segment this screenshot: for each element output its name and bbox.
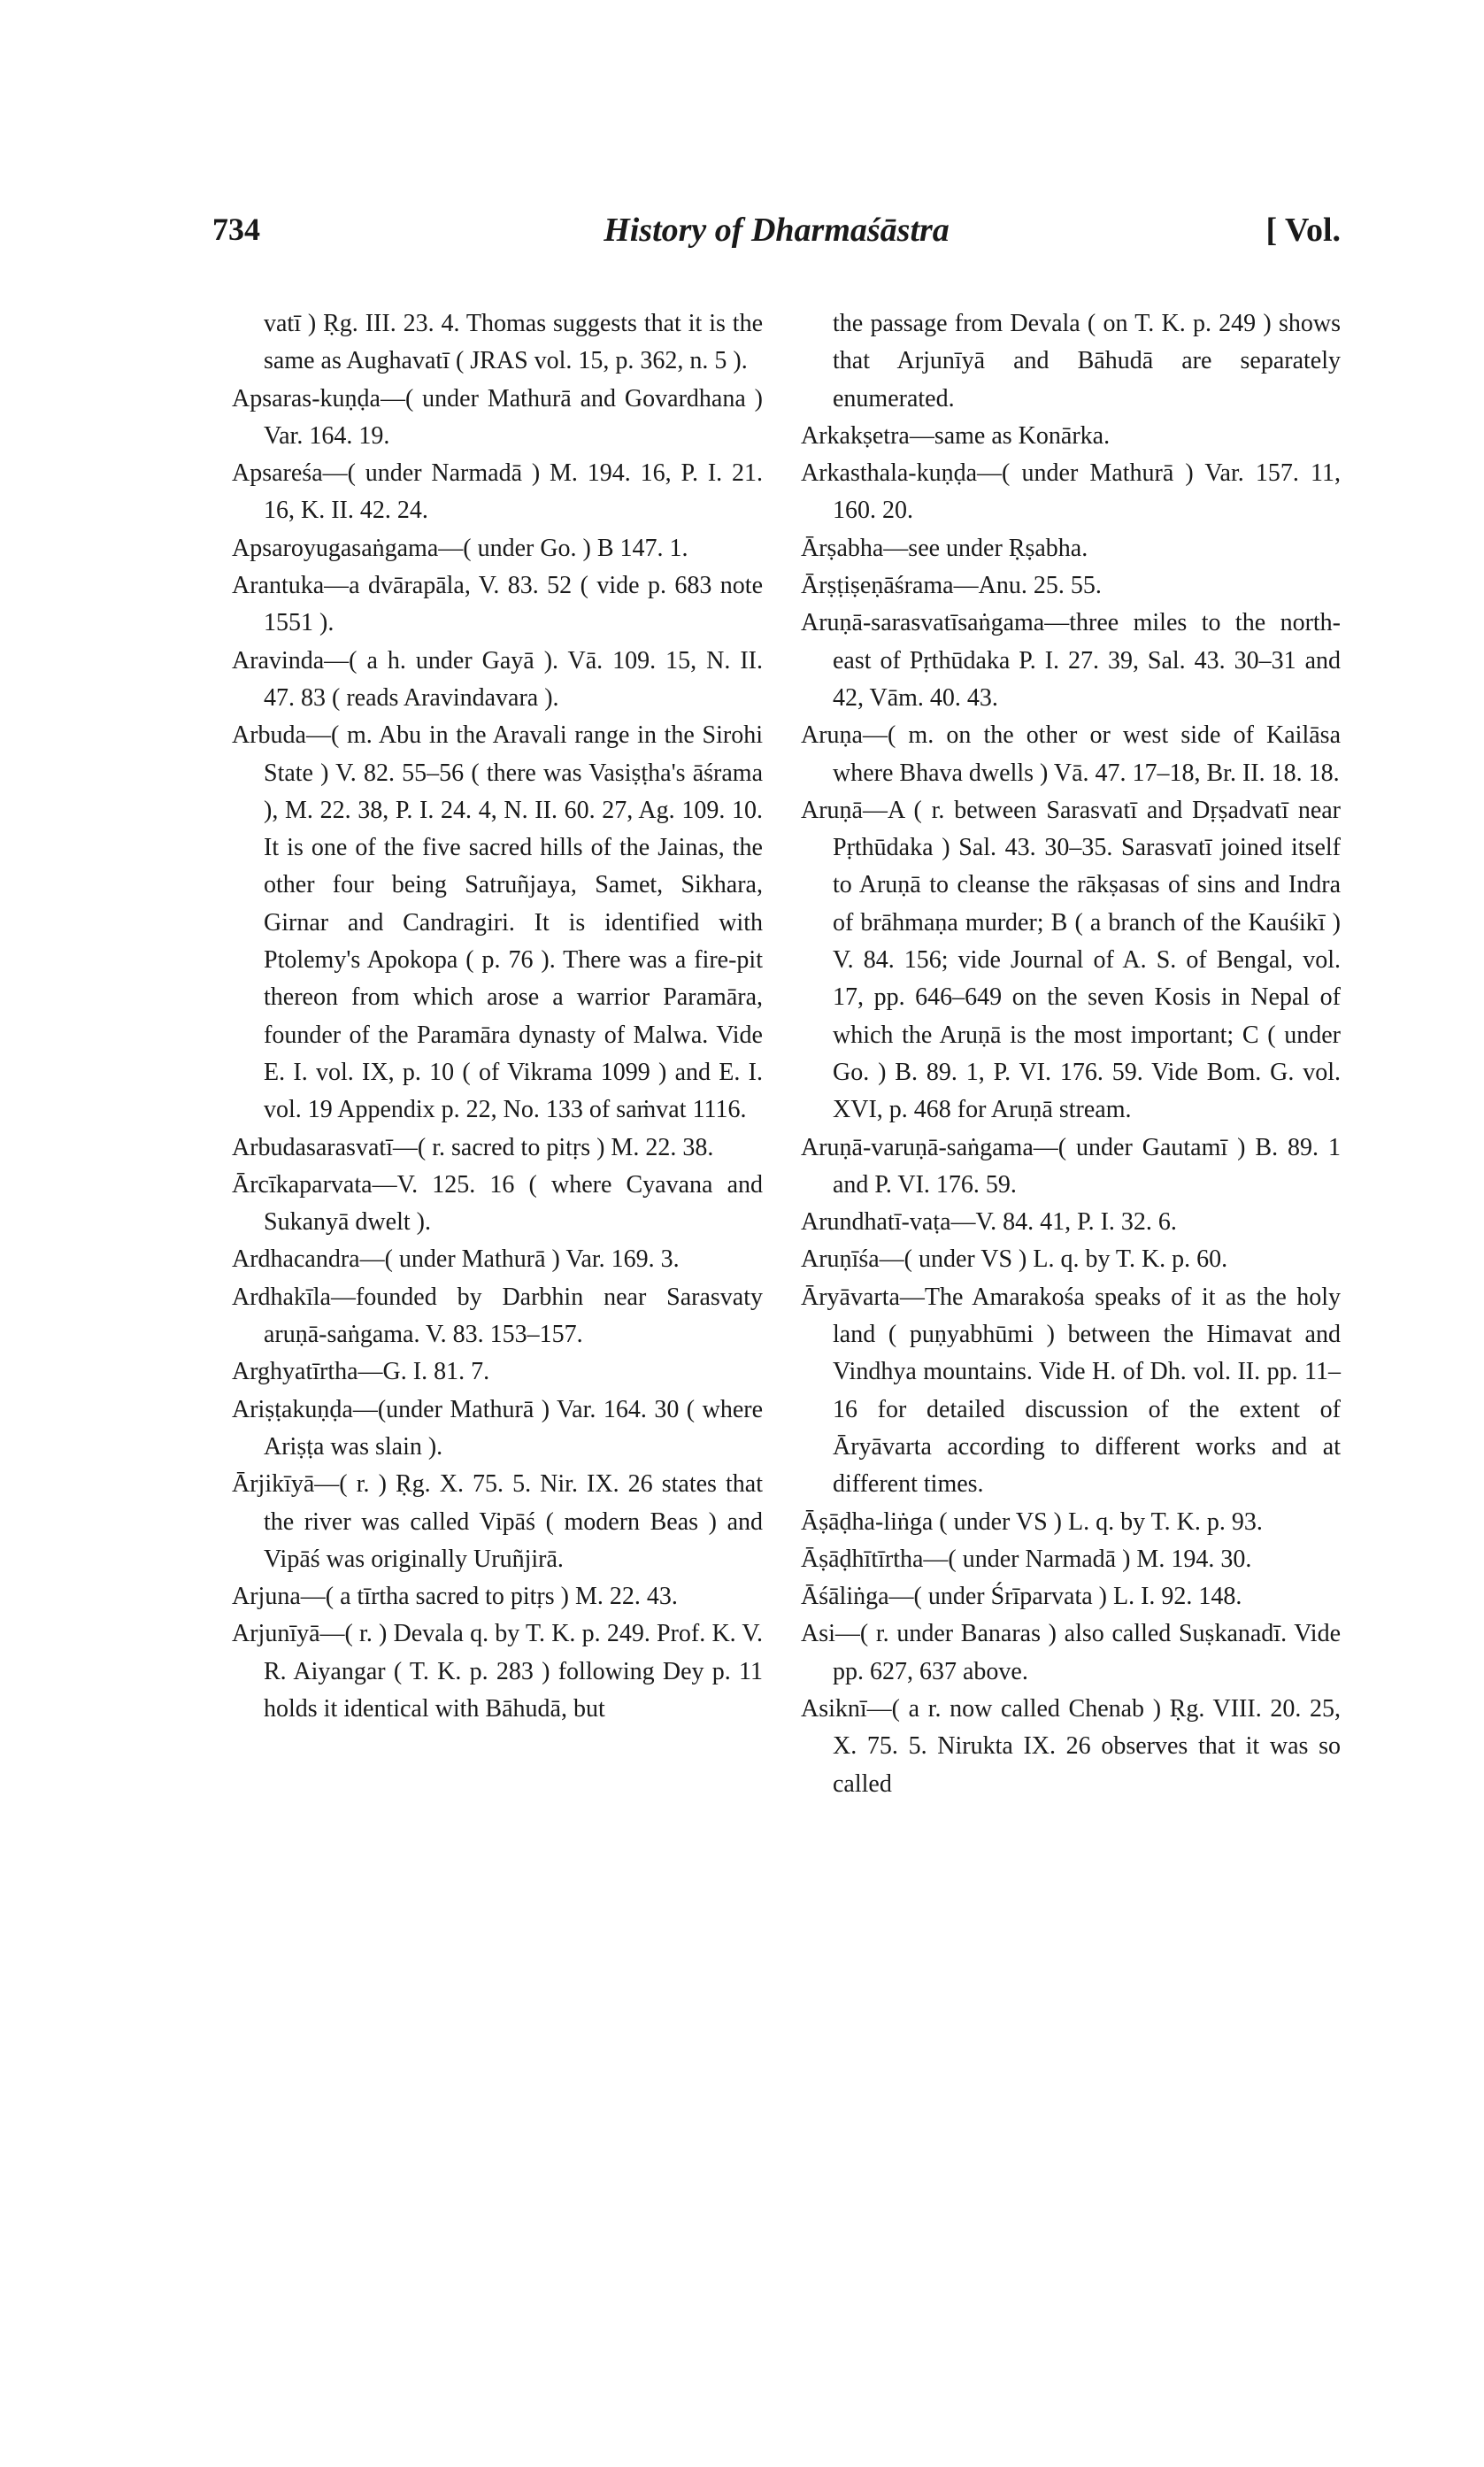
entry: Arkakṣetra—same as Konārka. [801, 421, 1111, 450]
entry: Ardhakīla—founded by Darbhin near Sarasvaty aruṇā-saṅgama. V. 83. 153–157. [232, 1283, 763, 1349]
entry: Arbudasarasvatī—( r. sacred to pitṛs ) M. 22. 38. [232, 1133, 714, 1161]
entry-continuation: the passage from Devala ( on T. K. p. 249 ) shows that Arjunīyā and Bāhudā are separately enumerated. [833, 310, 1341, 412]
running-header [212, 211, 1341, 264]
entry: Arjunīyā—( r. ) Devala q. by T. K. p. 249. Prof. K. V. R. Aiyangar ( T. K. p. 283 ) following Dey p. 11 holds it identical with Bāhudā, but [232, 1620, 763, 1723]
entry: Aravinda—( a h. under Gayā ). Vā. 109. 15, N. II. 47. 83 ( reads Aravindavara ). [232, 646, 763, 712]
entry: Āryāvarta—The Amarakośa speaks of it as the holy land ( puṇyabhūmi ) between the Himavat and Vindhya mountains. Vide H. of Dh. vol. II. pp. 11–16 for detailed discussion of the extent of Āryāvarta according to different works and at different times. [801, 1283, 1341, 1499]
entry: Aruṇā—A ( r. between Sarasvatī and Dṛṣadvatī near Pṛthūdaka ) Sal. 43. 30–35. Sarasvatī joined itself to Aruṇā to cleanse the rākṣasas of sins and Indra of brāhmaṇa murder; B ( a branch of the Kauśikī ) V. 84. 156; vide Journal of A. S. of Bengal, vol. 17, pp. 646–649 on the seven Kosis in Nepal of which the Aruṇā is the most important; C ( under Go. ) B. 89. 1, P. VI. 176. 59. Vide Bom. G. vol. XVI, p. 468 for Aruṇā stream. [801, 796, 1341, 1124]
entry: Arantuka—a dvārapāla, V. 83. 52 ( vide p. 683 note 1551 ). [232, 572, 763, 637]
entry: Aruṇa—( m. on the other or west side of Kailāsa where Bhava dwells ) Vā. 47. 17–18, Br. II. 18. 18. [801, 721, 1341, 787]
entry-continuation: vatī ) Ṛg. III. 23. 4. Thomas suggests that it is the same as Aughavatī ( JRAS vol. 15, p. 362, n. 5 ). [264, 310, 763, 375]
entry: Apsaroyugasaṅgama—( under Go. ) B 147. 1. [232, 534, 688, 562]
entry: Aruṇā-varuṇā-saṅgama—( under Gautamī ) B. 89. 1 and P. VI. 176. 59. [801, 1133, 1341, 1199]
entry: Ariṣṭakuṇḍa—(under Mathurā ) Var. 164. 30 ( where Ariṣṭa was slain ). [232, 1395, 763, 1461]
entry: Arghyatīrtha—G. I. 81. 7. [232, 1358, 490, 1386]
entry: Arkasthala-kuṇḍa—( under Mathurā ) Var. 157. 11, 160. 20. [801, 459, 1341, 525]
entry: Ārṣṭiṣeṇāśrama—Anu. 25. 55. [801, 572, 1102, 600]
entry: Asi—( r. under Banaras ) also called Suṣkanadī. Vide pp. 627, 637 above. [801, 1620, 1341, 1685]
left-column [232, 305, 763, 1728]
entry: Arundhatī-vaṭa—V. 84. 41, P. I. 32. 6. [801, 1208, 1177, 1237]
page-number: 734 [212, 212, 260, 247]
entry: Āṣāḍha-liṅga ( under VS ) L. q. by T. K. p. 93. [801, 1507, 1263, 1536]
entry: Ardhacandra—( under Mathurā ) Var. 169. 3. [232, 1245, 680, 1274]
entry: Ārjikīyā—( r. ) Ṛg. X. 75. 5. Nir. IX. 26 states that the river was called Vipāś ( modern Beas ) and Vipāś was originally Uruñjirā. [232, 1470, 763, 1573]
entry: Asiknī—( a r. now called Chenab ) Ṛg. VIII. 20. 25, X. 75. 5. Nirukta IX. 26 observes that it was so called [801, 1694, 1341, 1798]
running-title: History of Dharmaśāstra [604, 212, 950, 249]
entry: Apsareśa—( under Narmadā ) M. 194. 16, P. I. 21. 16, K. II. 42. 24. [232, 459, 763, 525]
entry: Ārcīkaparvata—V. 125. 16 ( where Cyavana and Sukanyā dwelt ). [232, 1170, 763, 1237]
volume-marker: [ Vol. [1265, 212, 1341, 249]
entry: Arjuna—( a tīrtha sacred to pitṛs ) M. 22. 43. [232, 1583, 678, 1611]
right-column [801, 305, 1341, 1803]
entry: Āṣāḍhītīrtha—( under Narmadā ) M. 194. 30. [801, 1545, 1252, 1573]
entry: Ārṣabha—see under Ṛṣabha. [801, 534, 1088, 562]
entry: Āśāliṅga—( under Śrīparvata ) L. I. 92. 148. [801, 1583, 1242, 1611]
entry: Apsaras-kuṇḍa—( under Mathurā and Govardhana ) Var. 164. 19. [232, 384, 763, 450]
entry: Arbuda—( m. Abu in the Aravali range in the Sirohi State ) V. 82. 55–56 ( there was Vasiṣṭha's āśrama ), M. 22. 38, P. I. 24. 4, N. II. 60. 27, Ag. 109. 10. It is one of the five sacred hills of the Jainas, the other four being Satruñjaya, Samet, Sikhara, Girnar and Candragiri. It is identified with Ptolemy's Apokopa ( p. 76 ). There was a fire-pit thereon from which arose a warrior Paramāra, founder of the Paramāra dynasty of Malwa. Vide E. I. vol. IX, p. 10 ( of Vikrama 1099 ) and E. I. vol. 19 Appendix p. 22, No. 133 of saṁvat 1116. [232, 721, 763, 1124]
entry: Aruṇā-sarasvatīsaṅgama—three miles to the north-east of Pṛthūdaka P. I. 27. 39, Sal. 43. 30–31 and 42, Vām. 40. 43. [801, 609, 1341, 712]
entry: Aruṇīśa—( under VS ) L. q. by T. K. p. 60. [801, 1245, 1228, 1274]
